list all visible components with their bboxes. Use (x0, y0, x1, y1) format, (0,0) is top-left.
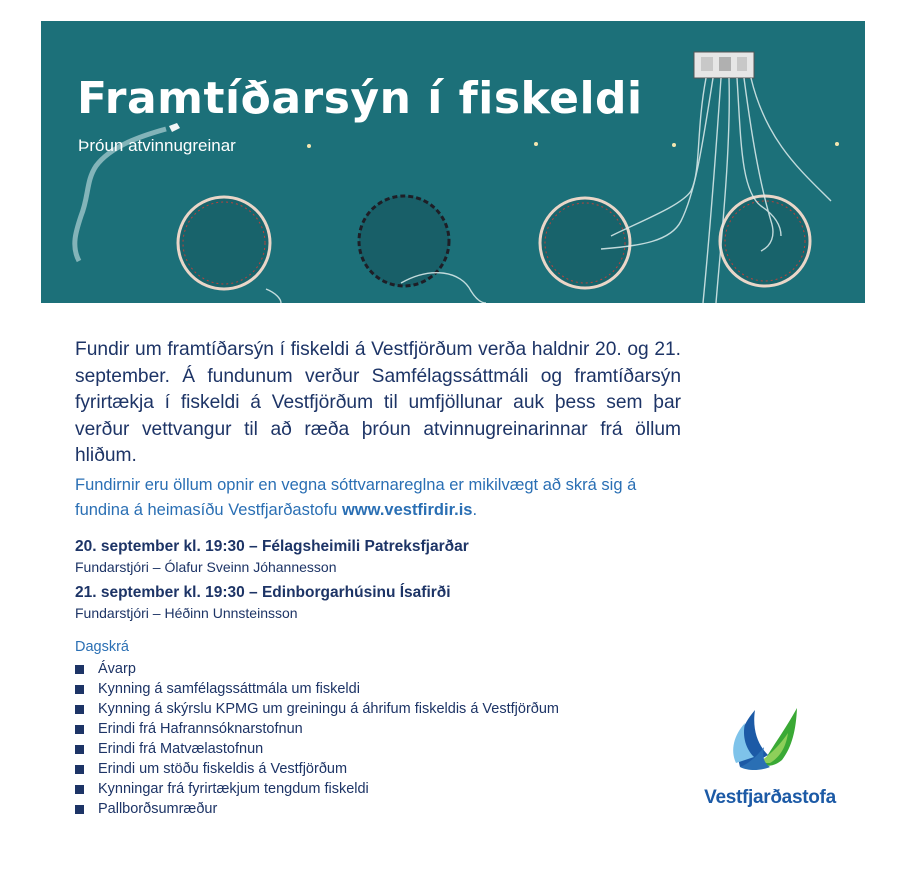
agenda-item (75, 719, 635, 739)
agenda-heading: Dagskrá (75, 639, 129, 655)
square-bullet-icon (75, 665, 84, 674)
agenda-item-label: Kynning á skýrslu KPMG um greiningu á áhrifum fiskeldis á Vestfjörðum (98, 701, 559, 717)
agenda-item-label: Erindi um stöðu fiskeldis á Vestfjörðum (98, 761, 348, 777)
agenda (75, 637, 635, 819)
website-link[interactable]: www.vestfirdir.is (341, 501, 473, 519)
intro-paragraph: Fundir um framtíðarsýn í fiskeldi á Vestfjörðum verða haldnir 20. og 21. september. Á fundunum verður Samfélagssáttmáli og framtíðarsýn fyrirtækja í fiskeldi á Vestfjörðum til umfjöllunar auk þess sem þar verður vettvangur til að ræða þróun atvinnugreinarinnar frá öllum hliðum. (75, 339, 681, 466)
logo-wordmark: Vestfjarðastofa (704, 787, 836, 808)
registration-note-end: . (472, 501, 478, 519)
meeting-chair: Fundarstjóri – Ólafur Sveinn Jóhannesson (75, 559, 337, 575)
net-pen-1 (178, 197, 270, 289)
registration-note-text: Fundirnir eru öllum opnir en vegna sóttvarnareglna er mikilvægt að skrá sig á fundina á heimasíðu Vestfjarðastofu (75, 476, 637, 519)
square-bullet-icon (75, 725, 84, 734)
agenda-item-label: Ávarp (98, 661, 136, 677)
agenda-item-label: Kynningar frá fyrirtækjum tengdum fiskeldi (98, 781, 369, 797)
banner-title: Framtíðarsýn í fiskeldi (77, 73, 643, 124)
meeting-isafjordur (75, 582, 675, 623)
agenda-list (75, 659, 635, 819)
meeting-chair: Fundarstjóri – Héðinn Unnsteinsson (75, 605, 298, 621)
agenda-item-label: Pallborðsumræður (98, 801, 218, 817)
agenda-item (75, 679, 635, 699)
square-bullet-icon (75, 685, 84, 694)
agenda-item (75, 799, 635, 819)
agenda-item (75, 659, 635, 679)
agenda-item-label: Erindi frá Matvælastofnun (98, 741, 264, 757)
banner-subtitle: Þróun atvinnugreinar (78, 136, 236, 155)
square-bullet-icon (75, 745, 84, 754)
net-pen-3 (540, 198, 630, 288)
square-bullet-icon (75, 705, 84, 714)
agenda-item-label: Erindi frá Hafrannsóknarstofnun (98, 721, 303, 737)
meeting-title: 21. september kl. 19:30 – Edinborgarhúsinu Ísafirði (75, 584, 451, 601)
registration-note (75, 473, 685, 523)
hero-banner (41, 21, 865, 303)
agenda-item (75, 739, 635, 759)
square-bullet-icon (75, 805, 84, 814)
square-bullet-icon (75, 765, 84, 774)
agenda-item (75, 699, 635, 719)
vestfjardastofa-logo (700, 705, 840, 815)
mountain-wave-logo-icon (700, 705, 840, 785)
meeting-patreksfjordur (75, 536, 675, 577)
agenda-item (75, 779, 635, 799)
agenda-item (75, 759, 635, 779)
square-bullet-icon (75, 785, 84, 794)
fish-farm-aerial-photo (41, 21, 865, 303)
meeting-title: 20. september kl. 19:30 – Félagsheimili Patreksfjarðar (75, 538, 469, 555)
agenda-item-label: Kynning á samfélagssáttmála um fiskeldi (98, 681, 360, 697)
